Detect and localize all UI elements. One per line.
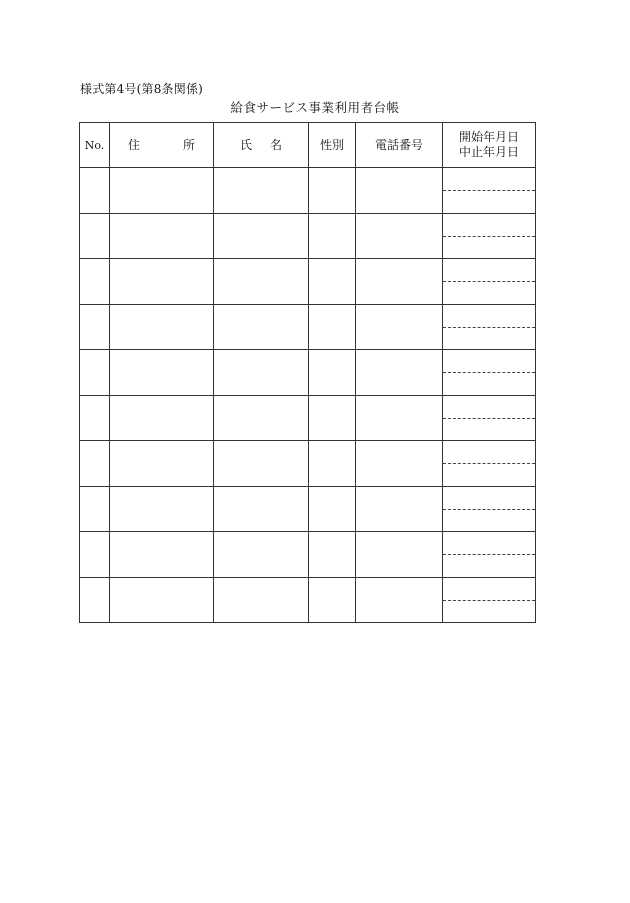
row-address-cell[interactable] <box>110 441 214 487</box>
row-gender-cell[interactable] <box>309 441 356 487</box>
table-row <box>80 441 536 487</box>
dashed-divider <box>443 509 535 510</box>
row-name-cell[interactable] <box>214 259 309 305</box>
header-address-char-2: 所 <box>182 137 195 152</box>
user-register-table <box>79 122 536 623</box>
dashed-divider <box>443 327 535 328</box>
header-end-date: 中止年月日 <box>458 145 519 159</box>
row-gender-cell[interactable] <box>309 213 356 259</box>
row-phone-cell[interactable] <box>356 395 443 441</box>
table-row <box>80 577 536 623</box>
row-phone-cell[interactable] <box>356 577 443 623</box>
row-no-cell[interactable] <box>80 441 110 487</box>
row-address-cell[interactable] <box>110 259 214 305</box>
table-row <box>80 168 536 214</box>
row-dates-cell[interactable] <box>443 486 536 532</box>
dashed-divider <box>443 372 535 373</box>
row-gender-cell[interactable] <box>309 532 356 578</box>
table-row <box>80 395 536 441</box>
row-no-cell[interactable] <box>80 486 110 532</box>
dashed-divider <box>443 554 535 555</box>
row-name-cell[interactable] <box>214 213 309 259</box>
header-no-label: No. <box>84 138 105 152</box>
row-no-cell[interactable] <box>80 350 110 396</box>
row-no-cell[interactable] <box>80 259 110 305</box>
header-name-char-1: 氏 <box>240 137 253 152</box>
dashed-divider <box>443 463 535 464</box>
row-address-cell[interactable] <box>110 486 214 532</box>
dashed-divider <box>443 418 535 419</box>
row-dates-cell[interactable] <box>443 259 536 305</box>
row-dates-cell[interactable] <box>443 577 536 623</box>
dashed-divider <box>443 236 535 237</box>
table-body <box>80 168 536 623</box>
table-row <box>80 532 536 578</box>
dashed-divider <box>443 600 535 601</box>
row-gender-cell[interactable] <box>309 350 356 396</box>
dashed-divider <box>443 190 535 191</box>
row-name-cell[interactable] <box>214 304 309 350</box>
header-start-date: 開始年月日 <box>458 130 519 144</box>
header-phone-label: 電話番号 <box>374 137 423 152</box>
header-address-char-1: 住 <box>128 137 141 152</box>
row-phone-cell[interactable] <box>356 486 443 532</box>
row-phone-cell[interactable] <box>356 304 443 350</box>
row-no-cell[interactable] <box>80 304 110 350</box>
row-dates-cell[interactable] <box>443 304 536 350</box>
row-address-cell[interactable] <box>110 213 214 259</box>
row-no-cell[interactable] <box>80 532 110 578</box>
row-dates-cell[interactable] <box>443 441 536 487</box>
row-dates-cell[interactable] <box>443 213 536 259</box>
row-phone-cell[interactable] <box>356 350 443 396</box>
row-dates-cell[interactable] <box>443 395 536 441</box>
row-address-cell[interactable] <box>110 395 214 441</box>
header-name-char-2: 名 <box>269 137 282 152</box>
row-name-cell[interactable] <box>214 441 309 487</box>
row-gender-cell[interactable] <box>309 577 356 623</box>
row-gender-cell[interactable] <box>309 486 356 532</box>
row-address-cell[interactable] <box>110 350 214 396</box>
header-name <box>214 123 309 168</box>
row-address-cell[interactable] <box>110 304 214 350</box>
row-no-cell[interactable] <box>80 213 110 259</box>
row-dates-cell[interactable] <box>443 532 536 578</box>
table-row <box>80 486 536 532</box>
row-gender-cell[interactable] <box>309 259 356 305</box>
row-phone-cell[interactable] <box>356 168 443 214</box>
row-dates-cell[interactable] <box>443 350 536 396</box>
row-phone-cell[interactable] <box>356 259 443 305</box>
row-phone-cell[interactable] <box>356 441 443 487</box>
header-phone <box>356 123 443 168</box>
header-dates <box>443 123 536 168</box>
row-name-cell[interactable] <box>214 577 309 623</box>
row-dates-cell[interactable] <box>443 168 536 214</box>
row-no-cell[interactable] <box>80 168 110 214</box>
row-no-cell[interactable] <box>80 395 110 441</box>
row-name-cell[interactable] <box>214 532 309 578</box>
row-gender-cell[interactable] <box>309 168 356 214</box>
document-title: 給食サービス事業利用者台帳 <box>230 100 400 115</box>
row-name-cell[interactable] <box>214 486 309 532</box>
table-row <box>80 304 536 350</box>
table-row <box>80 259 536 305</box>
table-header-row <box>80 123 536 168</box>
row-name-cell[interactable] <box>214 395 309 441</box>
form-number-label: 様式第4号(第8条関係) <box>80 82 204 96</box>
row-name-cell[interactable] <box>214 350 309 396</box>
header-no <box>80 123 110 168</box>
header-gender <box>309 123 356 168</box>
row-gender-cell[interactable] <box>309 304 356 350</box>
row-address-cell[interactable] <box>110 577 214 623</box>
row-no-cell[interactable] <box>80 577 110 623</box>
dashed-divider <box>443 281 535 282</box>
header-gender-label: 性別 <box>319 137 344 152</box>
table-row <box>80 213 536 259</box>
row-phone-cell[interactable] <box>356 532 443 578</box>
header-address <box>110 123 214 168</box>
row-address-cell[interactable] <box>110 168 214 214</box>
row-gender-cell[interactable] <box>309 395 356 441</box>
row-name-cell[interactable] <box>214 168 309 214</box>
table-row <box>80 350 536 396</box>
row-address-cell[interactable] <box>110 532 214 578</box>
row-phone-cell[interactable] <box>356 213 443 259</box>
